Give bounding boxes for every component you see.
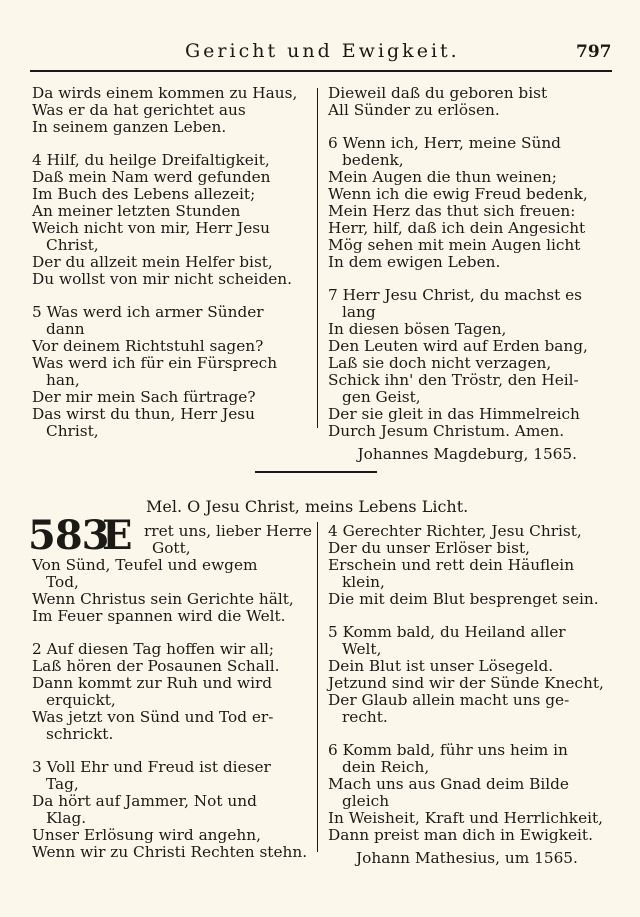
verse-line: Vor deinem Richtstuhl sagen? — [32, 337, 264, 355]
verse-line: Mein Herz das thut sich freuen: — [328, 202, 576, 220]
verse-line: An meiner letzten Stunden — [32, 202, 241, 220]
verse-line: Von Sünd, Teufel und ewgem — [32, 556, 258, 574]
stanza-6 — [328, 135, 613, 271]
verse-line: han, — [46, 371, 80, 389]
verse-line: Laß sie doch nicht verzagen, — [328, 354, 552, 372]
author-attribution: Johannes Magdeburg, 1565. — [357, 445, 577, 463]
verse-line: Der mir mein Sach fürtrage? — [32, 388, 256, 406]
stanza-7 — [328, 287, 613, 440]
stanza-4 — [32, 152, 312, 288]
verse-line: Gott, — [152, 539, 191, 557]
lower-right-column — [328, 523, 613, 867]
stanza — [32, 85, 312, 136]
verse-line: gen Geist, — [342, 388, 421, 406]
stanza-4 — [328, 523, 613, 608]
verse-line: gleich — [342, 792, 390, 810]
verse-line: Herr, hilf, daß ich dein Angesicht — [328, 219, 586, 237]
drop-cap-initial: E — [102, 512, 133, 559]
verse-line: Wenn wir zu Christi Rechten stehn. — [32, 843, 308, 861]
verse-line: Im Buch des Lebens allezeit; — [32, 185, 256, 203]
stanza-6 — [328, 742, 613, 844]
verse-line: Daß mein Nam werd gefunden — [32, 168, 271, 186]
running-header-title: Gericht und Ewigkeit. — [185, 40, 460, 62]
verse-line: Den Leuten wird auf Erden bang, — [328, 337, 588, 355]
author-attribution: Johann Mathesius, um 1565. — [356, 849, 578, 867]
verse-line: 4 Hilf, du heilge Dreifaltigkeit, — [32, 151, 270, 169]
verse-line: All Sünder zu erlösen. — [328, 101, 500, 119]
verse-line: dann — [46, 320, 85, 338]
verse-line: recht. — [342, 708, 388, 726]
stanza-5 — [328, 624, 613, 726]
header-rule — [30, 70, 612, 72]
verse-line: Tod, — [46, 573, 79, 591]
verse-line: Klag. — [46, 809, 87, 827]
page-number: 797 — [576, 42, 612, 62]
verse-line: Der sie gleit in das Himmelreich — [328, 405, 580, 423]
upper-left-column — [32, 85, 312, 456]
verse-line: Tag, — [46, 775, 79, 793]
verse-line: Dann preist man dich in Ewigkeit. — [328, 826, 593, 844]
verse-line: bedenk, — [342, 151, 404, 169]
verse-line: In Weisheit, Kraft und Herrlichkeit, — [328, 809, 604, 827]
verse-line: Weich nicht von mir, Herr Jesu — [32, 219, 270, 237]
verse-line: 7 Herr Jesu Christ, du machst es — [328, 286, 583, 304]
stanza — [328, 85, 613, 119]
verse-line: Mein Augen die thun weinen; — [328, 168, 557, 186]
verse-line: In dem ewigen Leben. — [328, 253, 501, 271]
verse-line: Laß hören der Posaunen Schall. — [32, 657, 280, 675]
verse-line: Schick ihn' den Tröstr, den Heil- — [328, 371, 579, 389]
verse-line: Was er da hat gerichtet aus — [32, 101, 246, 119]
verse-line: Mach uns aus Gnad deim Bilde — [328, 775, 569, 793]
melody-indication: Mel. O Jesu Christ, meins Lebens Licht. — [146, 497, 469, 516]
verse-line: Christ, — [46, 236, 99, 254]
verse-line: 6 Wenn ich, Herr, meine Sünd — [328, 134, 561, 152]
verse-line: rret uns, lieber Herre — [144, 522, 312, 540]
verse-line: Das wirst du thun, Herr Jesu — [32, 405, 255, 423]
verse-line: 6 Komm bald, führ uns heim in — [328, 741, 568, 759]
verse-line: 2 Auf diesen Tag hoffen wir all; — [32, 640, 275, 658]
verse-line: 4 Gerechter Richter, Jesu Christ, — [328, 522, 582, 540]
verse-line: 5 Was werd ich armer Sünder — [32, 303, 264, 321]
verse-line: schrickt. — [46, 725, 114, 743]
stanza-3 — [32, 759, 314, 861]
verse-line: Mög sehen mit mein Augen licht — [328, 236, 581, 254]
section-divider — [255, 471, 377, 473]
verse-line: In diesen bösen Tagen, — [328, 320, 507, 338]
verse-line: Du wollst von mir nicht scheiden. — [32, 270, 293, 288]
verse-line: Unser Erlösung wird angehn, — [32, 826, 261, 844]
stanza-5 — [32, 304, 312, 440]
lower-left-column — [32, 523, 314, 877]
verse-line: Dein Blut ist unser Lösegeld. — [328, 657, 554, 675]
verse-line: 5 Komm bald, du Heiland aller — [328, 623, 566, 641]
verse-line: Jetzund sind wir der Sünde Knecht, — [328, 674, 604, 692]
verse-line: Da hört auf Jammer, Not und — [32, 792, 257, 810]
upper-right-column — [328, 85, 613, 463]
verse-line: Der Glaub allein macht uns ge- — [328, 691, 570, 709]
verse-line: Was werd ich für ein Fürsprech — [32, 354, 278, 372]
stanza-1 — [32, 523, 314, 625]
verse-line: erquickt, — [46, 691, 116, 709]
verse-line: dein Reich, — [342, 758, 430, 776]
upper-column-divider — [317, 88, 318, 428]
verse-line: Der du allzeit mein Helfer bist, — [32, 253, 273, 271]
verse-line: Wenn Christus sein Gerichte hält, — [32, 590, 294, 608]
verse-line: 3 Voll Ehr und Freud ist dieser — [32, 758, 271, 776]
verse-line: Der du unser Erlöser bist, — [328, 539, 530, 557]
verse-line: Durch Jesum Christum. Amen. — [328, 422, 565, 440]
hymn-number: 583 — [28, 512, 109, 559]
verse-line: Erschein und rett dein Häuflein — [328, 556, 575, 574]
verse-line: Dieweil daß du geboren bist — [328, 84, 548, 102]
lower-column-divider — [317, 522, 318, 852]
verse-line: In seinem ganzen Leben. — [32, 118, 227, 136]
stanza-2 — [32, 641, 314, 743]
verse-line: Welt, — [342, 640, 382, 658]
verse-line: Wenn ich die ewig Freud bedenk, — [328, 185, 588, 203]
verse-line: Was jetzt von Sünd und Tod er- — [32, 708, 274, 726]
verse-line: Dann kommt zur Ruh und wird — [32, 674, 273, 692]
verse-line: Da wirds einem kommen zu Haus, — [32, 84, 298, 102]
verse-line: Im Feuer spannen wird die Welt. — [32, 607, 286, 625]
verse-line: Christ, — [46, 422, 99, 440]
verse-line: klein, — [342, 573, 385, 591]
verse-line: lang — [342, 303, 376, 321]
verse-line: Die mit deim Blut besprenget sein. — [328, 590, 599, 608]
